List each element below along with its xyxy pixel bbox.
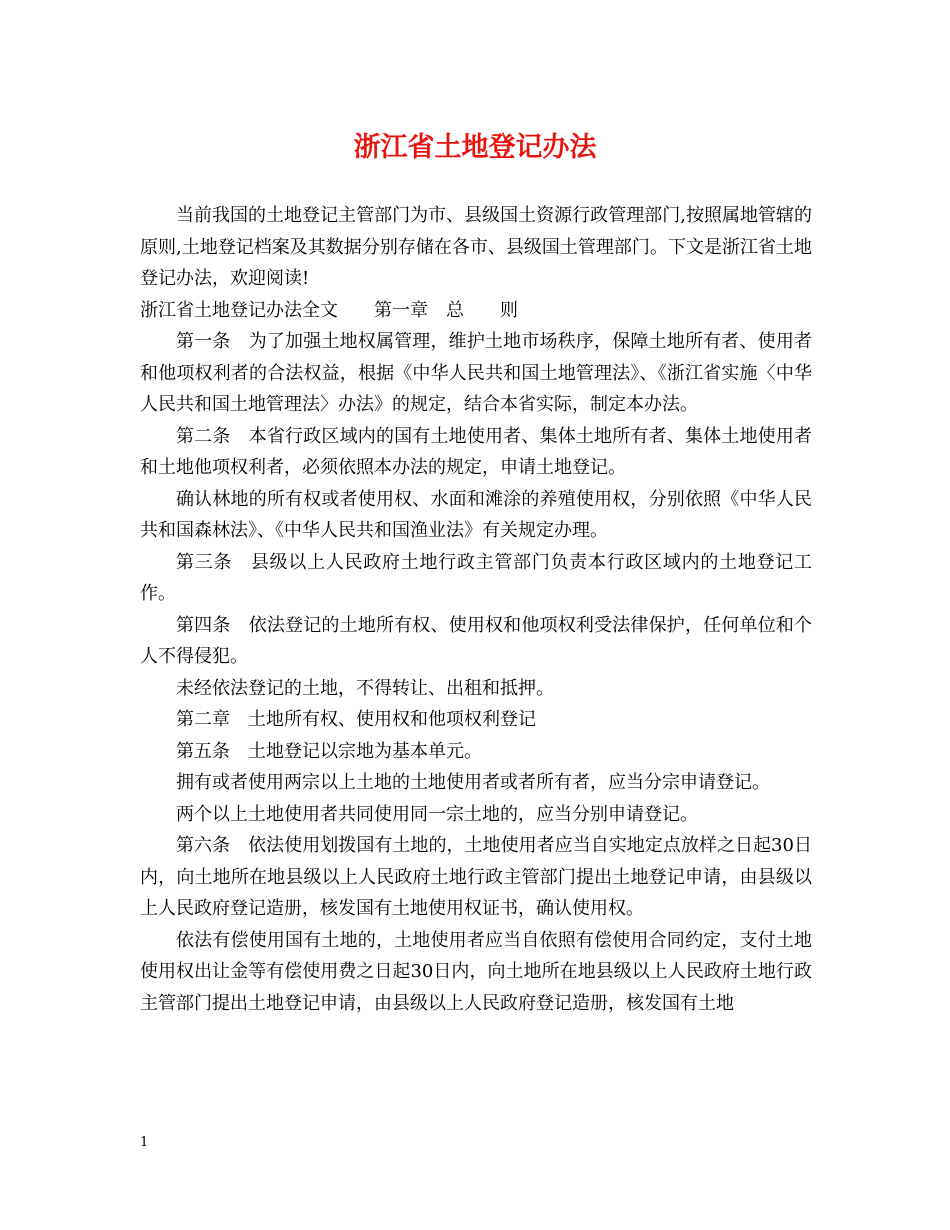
paragraph: 第三条 县级以上人民政府土地行政主管部门负责本行政区域内的土地登记工作。 — [140, 551, 812, 604]
document-body — [140, 200, 812, 1019]
paragraph: 第二条 本省行政区域内的国有土地使用者、集体土地所有者、集体土地使用者和土地他项权利者，必须依照本办法的规定，申请土地登记。 — [140, 425, 812, 478]
paragraph: 第五条 土地登记以宗地为基本单元。 — [176, 740, 482, 762]
paragraph: 当前我国的土地登记主管部门为市、县级国土资源行政管理部门,按照属地管辖的原则,土地登记档案及其数据分别存储在各市、县级国土管理部门。下文是浙江省土地登记办法，欢迎阅读! — [140, 205, 812, 289]
paragraph: 确认林地的所有权或者使用权、水面和滩涂的养殖使用权，分别依照《中华人民共和国森林法》、《中华人民共和国渔业法》有关规定办理。 — [140, 488, 812, 541]
paragraph: 两个以上土地使用者共同使用同一宗土地的，应当分别申请登记。 — [176, 803, 698, 825]
paragraph: 第六条 依法使用划拨国有土地的，土地使用者应当自实地定点放样之日起30日内，向土地所在地县级以上人民政府土地行政主管部门提出土地登记申请，由县级以上人民政府登记造册，核发国有土地使用权证书，确认使用权。 — [140, 835, 812, 919]
paragraph: 依法有偿使用国有土地的，土地使用者应当自依照有偿使用合同约定，支付土地使用权出让金等有偿使用费之日起30日内，向土地所在地县级以上人民政府土地行政主管部门提出土地登记申请，由县级以上人民政府登记造册，核发国有土地 — [140, 929, 812, 1014]
paragraph: 第一条 为了加强土地权属管理，维护土地市场秩序，保障土地所有者、使用者和他项权利者的合法权益，根据《中华人民共和国土地管理法》、《浙江省实施〈中华人民共和国土地管理法〉办法》的规定，结合本省实际，制定本办法。 — [140, 331, 812, 415]
paragraph: 拥有或者使用两宗以上土地的土地使用者或者所有者，应当分宗申请登记。 — [176, 772, 770, 793]
paragraph: 未经依法登记的土地，不得转让、出租和抵押。 — [176, 677, 554, 699]
paragraph: 第二章 土地所有权、使用权和他项权利登记 — [176, 709, 536, 730]
document-title: 浙江省土地登记办法 — [353, 132, 597, 163]
paragraph: 浙江省土地登记办法全文 第一章 总 则 — [140, 299, 518, 321]
paragraph: 第四条 依法登记的土地所有权、使用权和他项权利受法律保护，任何单位和个人不得侵犯。 — [140, 614, 812, 667]
page-number: 1 — [140, 1135, 149, 1150]
